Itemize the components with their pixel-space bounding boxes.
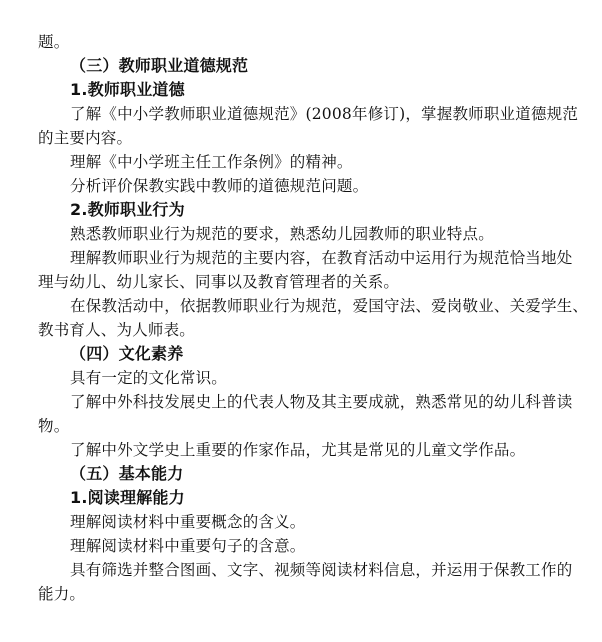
paragraph-line: 能力。 (38, 585, 86, 603)
paragraph-line: 理解教师职业行为规范的主要内容，在教育活动中运用行为规范恰当地处 (70, 249, 573, 267)
subsection-title-professional-ethics: 1.教师职业道德 (70, 80, 185, 99)
continuation-text: 题。 (38, 33, 70, 51)
section-title-cultural-literacy: （四）文化素养 (70, 344, 184, 363)
paragraph-line: 具有一定的文化常识。 (70, 369, 228, 387)
paragraph-line: 在保教活动中，依据教师职业行为规范，爱国守法、爱岗敬业、关爱学生、 (70, 297, 589, 315)
subsection-title-professional-behavior: 2.教师职业行为 (70, 200, 185, 219)
paragraph-line: 分析评价保教实践中教师的道德规范问题。 (70, 177, 369, 195)
paragraph-line: 了解中外文学史上重要的作家作品，尤其是常见的儿童文学作品。 (70, 441, 526, 459)
paragraph-line: 理解阅读材料中重要概念的含义。 (70, 513, 306, 531)
paragraph-line: 教书育人、为人师表。 (38, 321, 196, 339)
paragraph-line: 理解阅读材料中重要句子的含意。 (70, 537, 306, 555)
section-title-basic-abilities: （五）基本能力 (70, 464, 184, 483)
paragraph-line: 具有筛选并整合图画、文字、视频等阅读材料信息，并运用于保教工作的 (70, 561, 573, 579)
paragraph-line: 物。 (38, 417, 70, 435)
paragraph-line: 了解中外科技发展史上的代表人物及其主要成就，熟悉常见的幼儿科普读 (70, 393, 573, 411)
subsection-title-reading-comprehension: 1.阅读理解能力 (70, 488, 185, 507)
paragraph-line: 熟悉教师职业行为规范的要求，熟悉幼儿园教师的职业特点。 (70, 225, 494, 243)
paragraph-line: 理与幼儿、幼儿家长、同事以及教育管理者的关系。 (38, 273, 400, 291)
paragraph-line: 的主要内容。 (38, 129, 133, 147)
paragraph-line: 理解《中小学班主任工作条例》的精神。 (70, 153, 353, 171)
section-title-teacher-ethics: （三）教师职业道德规范 (70, 56, 249, 75)
paragraph-line: 了解《中小学教师职业道德规范》(2008年修订)，掌握教师职业道德规范 (70, 105, 579, 123)
